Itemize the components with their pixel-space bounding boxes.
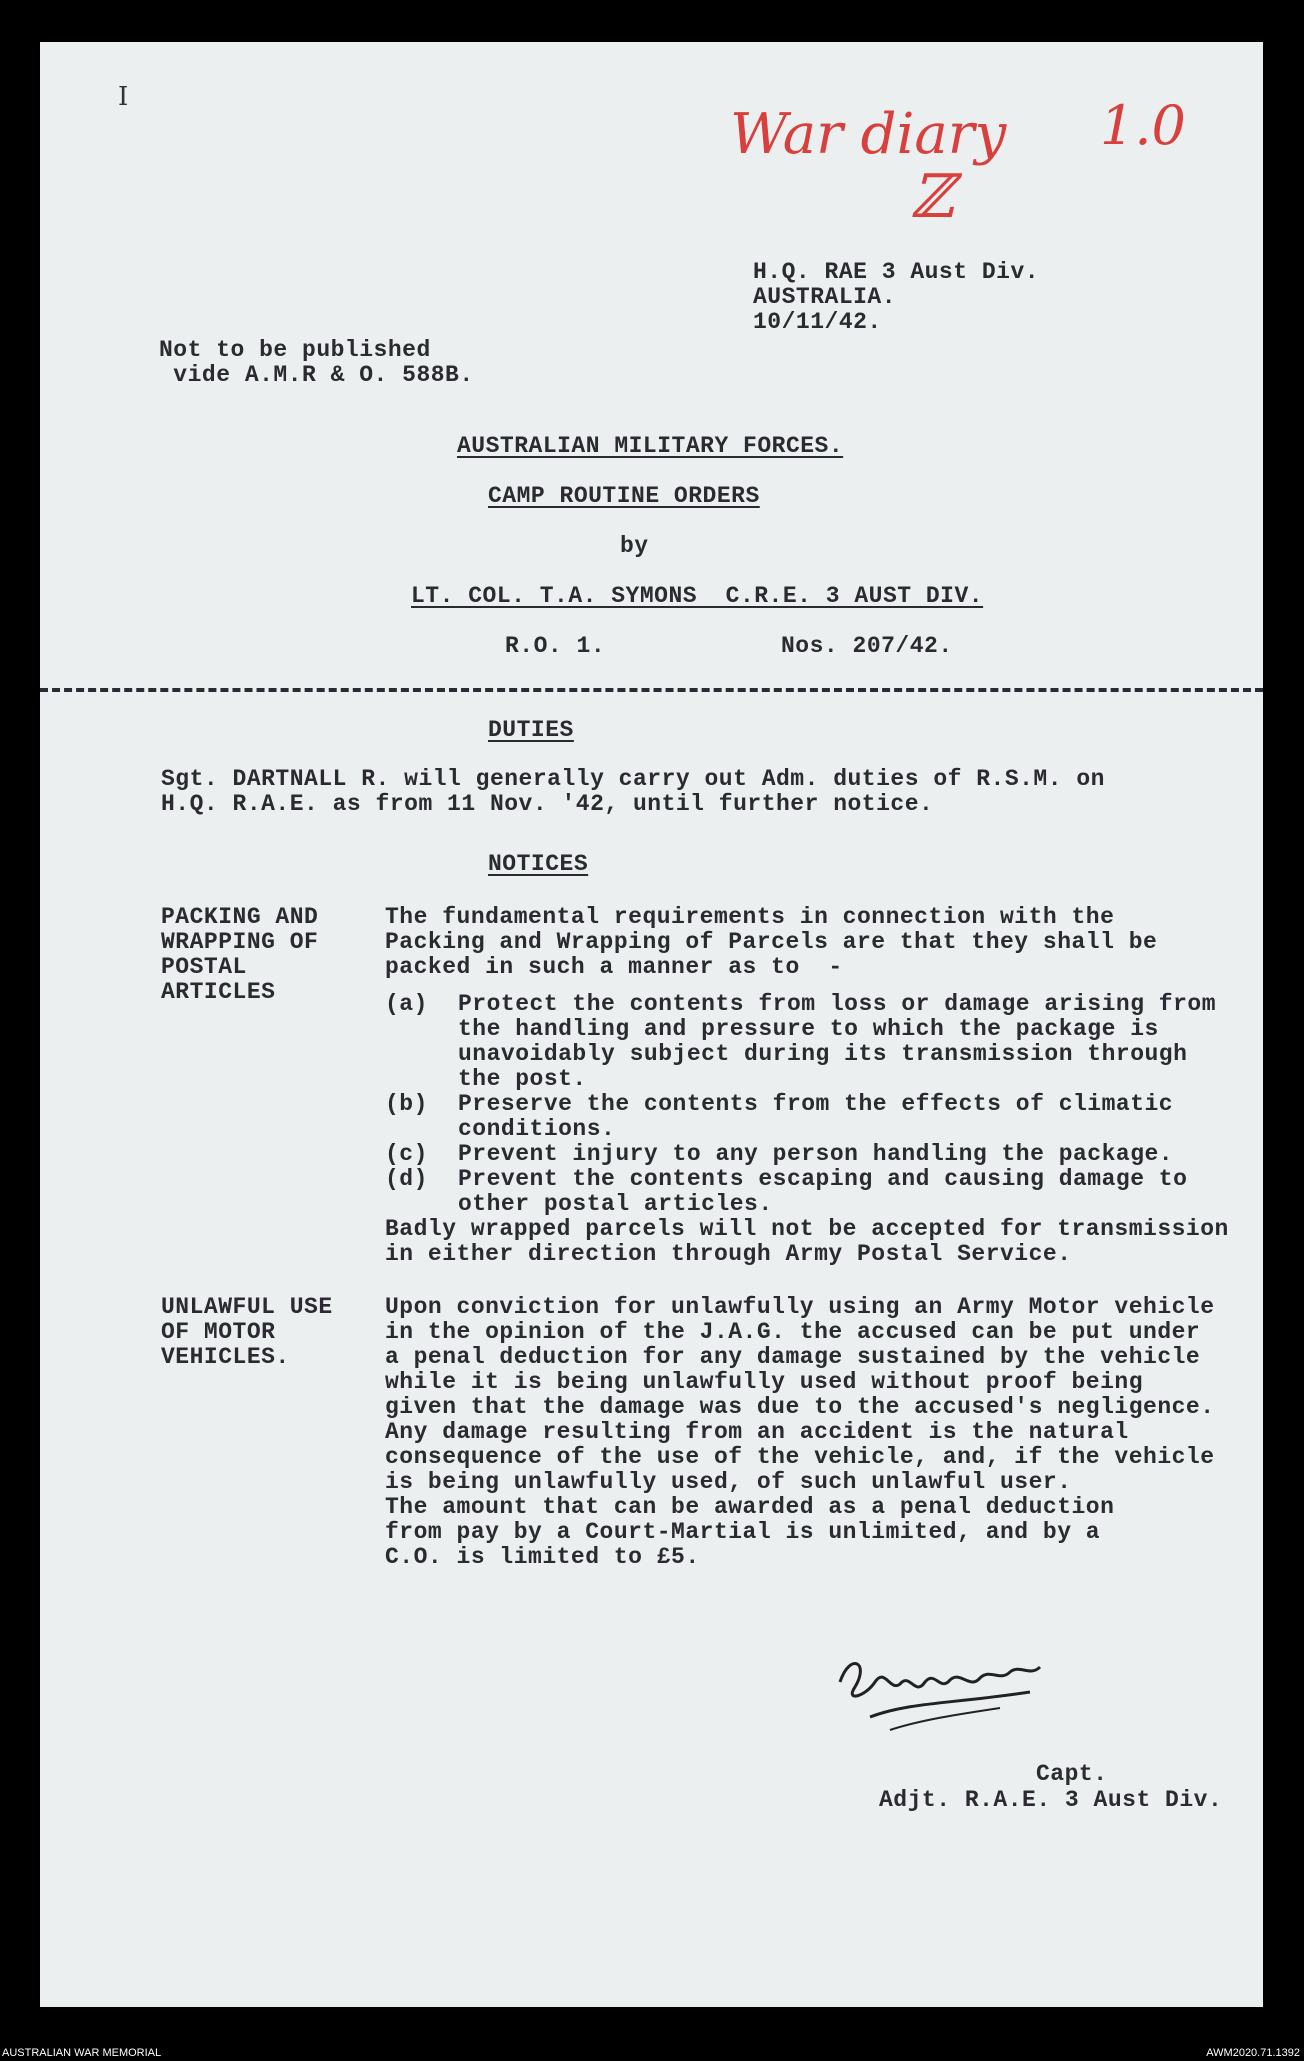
item-marker-d: (d): [385, 1166, 428, 1192]
order-numbers: Nos. 207/42.: [781, 633, 953, 659]
hq-line-1: H.Q. RAE 3 Aust Div.: [753, 259, 1040, 285]
org-title: AUSTRALIAN MILITARY FORCES.: [457, 433, 844, 459]
packing-label: WRAPPING OF: [161, 929, 319, 955]
unlawful-body-line: C.O. is limited to £5.: [385, 1544, 700, 1570]
packing-intro-line: The fundamental requirements in connection with the: [385, 904, 1115, 930]
footer-left: AUSTRALIAN WAR MEMORIAL: [2, 2047, 162, 2059]
notices-heading: NOTICES: [488, 851, 589, 877]
duties-heading: DUTIES: [488, 717, 574, 743]
handwritten-signature: [830, 1642, 1060, 1742]
item-b-line: Preserve the contents from the effects of climatic: [458, 1091, 1174, 1117]
unlawful-body-line: while it is being unlawfully used without proof being: [385, 1369, 1144, 1395]
packing-label: POSTAL: [161, 954, 247, 980]
unlawful-body-line: Any damage resulting from an accident is the natural: [385, 1419, 1129, 1445]
item-marker-b: (b): [385, 1091, 428, 1117]
restriction-line-2: vide A.M.R & O. 588B.: [159, 362, 474, 388]
doc-title: CAMP ROUTINE ORDERS: [488, 483, 760, 509]
handwritten-i-mark: I: [118, 82, 129, 112]
handwritten-number: 1.0: [1100, 94, 1186, 157]
footer-right: AWM2020.71.1392: [1206, 2047, 1300, 2059]
item-c-line: Prevent injury to any person handling the package.: [458, 1141, 1174, 1167]
signature-rank: Capt.: [1036, 1761, 1108, 1787]
unlawful-body-line: Upon conviction for unlawfully using an Army Motor vehicle: [385, 1294, 1215, 1320]
hq-line-2: AUSTRALIA.: [753, 284, 897, 310]
packing-closing-line: Badly wrapped parcels will not be accepted for transmission: [385, 1216, 1229, 1242]
duties-line-1: Sgt. DARTNALL R. will generally carry out Adm. duties of R.S.M. on: [161, 766, 1105, 792]
ro-number: R.O. 1.: [505, 633, 606, 659]
item-marker-c: (c): [385, 1141, 428, 1167]
document-page: [40, 42, 1263, 2007]
handwritten-initial-mark: ℤ: [910, 162, 954, 232]
duties-line-2: H.Q. R.A.E. as from 11 Nov. '42, until further notice.: [161, 791, 934, 817]
item-a-line: the post.: [458, 1066, 587, 1092]
packing-closing-line: in either direction through Army Postal Service.: [385, 1241, 1072, 1267]
item-d-line: Prevent the contents escaping and causing damage to: [458, 1166, 1188, 1192]
signature-title: Adjt. R.A.E. 3 Aust Div.: [879, 1787, 1223, 1813]
unlawful-label: OF MOTOR: [161, 1319, 276, 1345]
unlawful-body-line: a penal deduction for any damage sustained by the vehicle: [385, 1344, 1201, 1370]
unlawful-body-line: The amount that can be awarded as a penal deduction: [385, 1494, 1115, 1520]
unlawful-body-line: is being unlawfully used, of such unlawful user.: [385, 1469, 1072, 1495]
item-d-line: other postal articles.: [458, 1191, 773, 1217]
officer-line: LT. COL. T.A. SYMONS C.R.E. 3 AUST DIV.: [411, 583, 984, 609]
item-a-line: Protect the contents from loss or damage arising from: [458, 991, 1217, 1017]
packing-label: ARTICLES: [161, 979, 276, 1005]
handwritten-war-diary: War diary: [730, 102, 1007, 167]
unlawful-body-line: given that the damage was due to the accused's negligence.: [385, 1394, 1215, 1420]
item-a-line: unavoidably subject during its transmission through: [458, 1041, 1188, 1067]
unlawful-body-line: consequence of the use of the vehicle, and, if the vehicle: [385, 1444, 1215, 1470]
unlawful-body-line: from pay by a Court-Martial is unlimited, and by a: [385, 1519, 1101, 1545]
unlawful-body-line: in the opinion of the J.A.G. the accused can be put under: [385, 1319, 1201, 1345]
dashed-divider: [40, 688, 1263, 692]
restriction-line-1: Not to be published: [159, 337, 431, 363]
unlawful-label: UNLAWFUL USE: [161, 1294, 333, 1320]
packing-label: PACKING AND: [161, 904, 319, 930]
unlawful-label: VEHICLES.: [161, 1344, 290, 1370]
packing-intro-line: Packing and Wrapping of Parcels are that they shall be: [385, 929, 1158, 955]
by-line: by: [620, 533, 649, 559]
item-a-line: the handling and pressure to which the package is: [458, 1016, 1159, 1042]
item-b-line: conditions.: [458, 1116, 616, 1142]
document-date: 10/11/42.: [753, 309, 882, 335]
item-marker-a: (a): [385, 991, 428, 1017]
packing-intro-line: packed in such a manner as to -: [385, 954, 843, 980]
